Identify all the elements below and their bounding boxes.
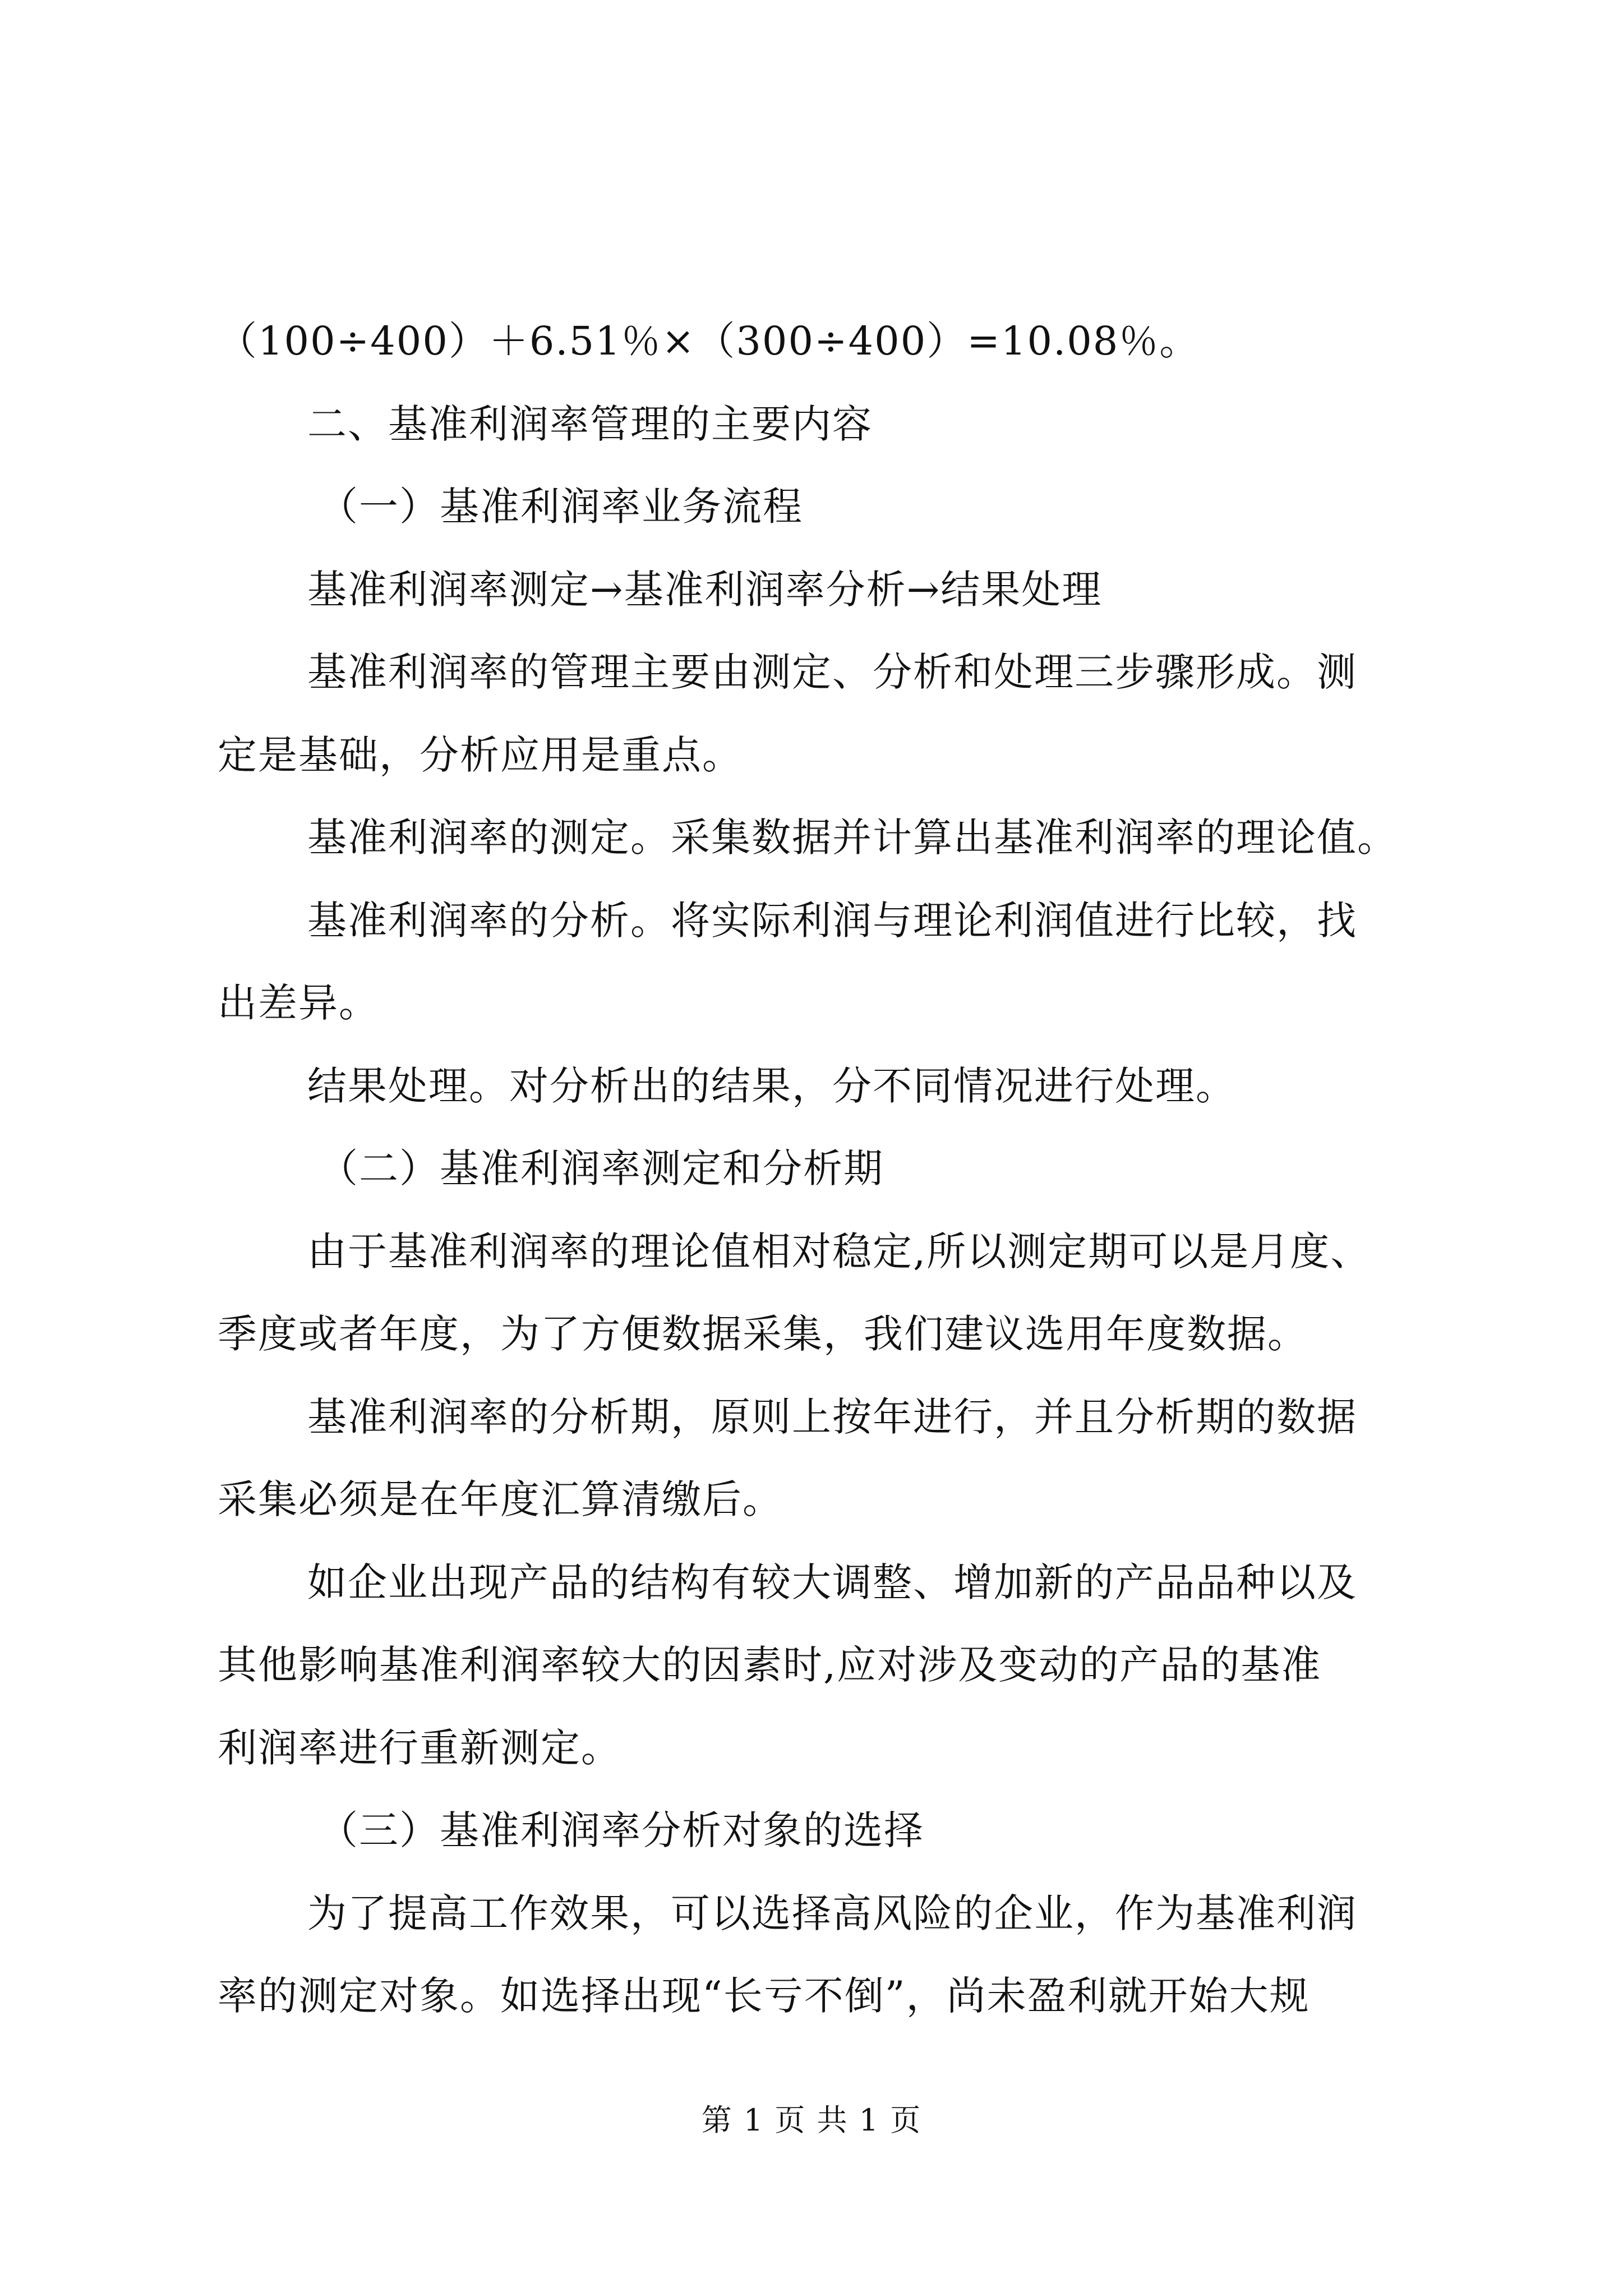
text-line: （100÷400）＋6.51％×（300÷400）=10.08％。 <box>218 318 1200 364</box>
text-line: 如企业出现产品的结构有较大调整、增加新的产品品种以及 <box>307 1559 1357 1605</box>
process-flow-line: 基准利润率测定→基准利润率分析→结果处理 <box>307 566 1103 613</box>
text-line: 基准利润率的分析期，原则上按年进行，并且分析期的数据 <box>307 1393 1357 1440</box>
document-body <box>218 300 1412 2038</box>
subsection-heading: （三）基准利润率分析对象的选择 <box>319 1807 924 1853</box>
text-line: 基准利润率的管理主要由测定、分析和处理三步骤形成。测 <box>307 649 1357 695</box>
text-line: 其他影响基准利润率较大的因素时,应对涉及变动的产品的基准 <box>218 1642 1322 1688</box>
text-line: 结果处理。对分析出的结果，分不同情况进行处理。 <box>307 1062 1236 1109</box>
subsection-heading: （一）基准利润率业务流程 <box>319 484 803 530</box>
text-line: 定是基础，分析应用是重点。 <box>218 731 743 778</box>
section-heading: 二、基准利润率管理的主要内容 <box>307 401 873 447</box>
page-footer: 第 1 页 共 1 页 <box>701 2102 922 2138</box>
text-line: 利润率进行重新测定。 <box>218 1724 621 1771</box>
subsection-heading: （二）基准利润率测定和分析期 <box>319 1145 884 1191</box>
text-line: 基准利润率的分析。将实际利润与理论利润值进行比较，找 <box>307 897 1357 944</box>
text-line: 由于基准利润率的理论值相对稳定,所以测定期可以是月度、 <box>307 1228 1371 1274</box>
text-line: 季度或者年度，为了方便数据采集，我们建议选用年度数据。 <box>218 1311 1308 1357</box>
text-line: 率的测定对象。如选择出现“长亏不倒”，尚未盈利就开始大规 <box>218 1973 1310 2019</box>
text-line: 采集必须是在年度汇算清缴后。 <box>218 1476 783 1522</box>
text-line: 基准利润率的测定。采集数据并计算出基准利润率的理论值。 <box>307 815 1398 861</box>
text-line: 出差异。 <box>218 980 379 1026</box>
text-line: 为了提高工作效果，可以选择高风险的企业，作为基准利润 <box>307 1890 1357 1936</box>
